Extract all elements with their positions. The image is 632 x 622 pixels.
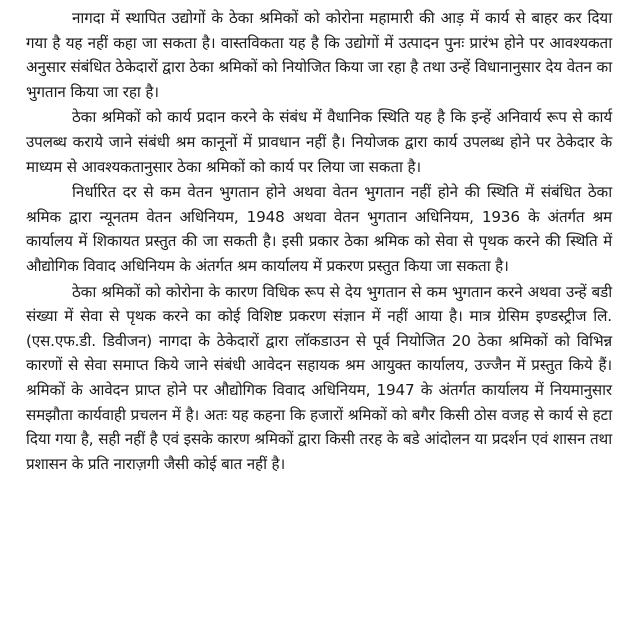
paragraph-4: ठेका श्रमिकों को कोरोना के कारण विधिक रूप से देय भुगतान से कम भुगतान करने अथवा उन्हें बडी संख्या में सेवा से पृथक करने का कोई विशिष्ट प्रकरण संज्ञान में नहीं आया है। मात्र ग्रेसिम इण्डस्ट्रीज लि. (एस.एफ.डी. डिवीजन) नागदा के ठेकेदारों द्वारा लॉकडाउन से पूर्व नियोजित 20 ठेका श्रमिकों को विभिन्न कारणों से सेवा समाप्त किये जाने संबंधी आवेदन सहायक श्रम आयुक्त कार्यालय, उज्जैन में प्रस्तुत किये हैं। श्रमिकों के आवेदन प्राप्त होने पर औद्योगिक विवाद अधिनियम, 1947 के अंतर्गत कार्यालय में नियमानुसार समझौता कार्यवाही प्रचलन में है। अतः यह कहना कि हजारों श्रमिकों को बगैर किसी ठोस वजह से कार्य से हटा दिया गया है, सही नहीं है एवं इसके कारण श्रमिकों द्वारा किसी तरह के बडे आंदोलन या प्रदर्शन एवं शासन तथा प्रशासन के प्रति नाराज़गी जैसी कोई बात नहीं है। [26, 282, 612, 473]
paragraph-3: निर्धारित दर से कम वेतन भुगतान होने अथवा वेतन भुगतान नहीं होने की स्थिति में संबंधित ठेका श्रमिक द्वारा न्यूनतम वेतन अधिनियम, 1948 अथवा वेतन भुगतान अधिनियम, 1936 के अंतर्गत श्रम कार्यालय में शिकायत प्रस्तुत की जा सकती है। इसी प्रकार ठेका श्रमिक को सेवा से पृथक करने की स्थिति में औद्योगिक विवाद अधिनियम के अंतर्गत श्रम कार्यालय में प्रकरण प्रस्तुत किया जा सकता है। [26, 183, 612, 275]
document-body [26, 6, 612, 476]
paragraph-1: नागदा में स्थापित उद्योगों के ठेका श्रमिकों को कोरोना महामारी की आड़ में कार्य से बाहर कर दिया गया है यह नहीं कहा जा सकता है। वास्तविकता यह है कि उद्योगों में उत्पादन पुनः प्रारंभ होने पर आवश्यकता अनुसार संबंधित ठेकेदारों द्वारा ठेका श्रमिकों को नियोजित किया जा रहा है तथा उन्हें विधानानुसार देय वेतन का भुगतान किया जा रहा है। [26, 9, 612, 101]
paragraph-2: ठेका श्रमिकों को कार्य प्रदान करने के संबंध में वैधानिक स्थिति यह है कि इन्हें अनिवार्य रूप से कार्य उपलब्ध कराये जाने संबंधी श्रम कानूनों में प्रावधान नहीं है। नियोजक द्वारा कार्य उपलब्ध होने पर ठेकेदार के माध्यम से आवश्यकतानुसार ठेका श्रमिकों को कार्य पर लिया जा सकता है। [26, 108, 612, 176]
